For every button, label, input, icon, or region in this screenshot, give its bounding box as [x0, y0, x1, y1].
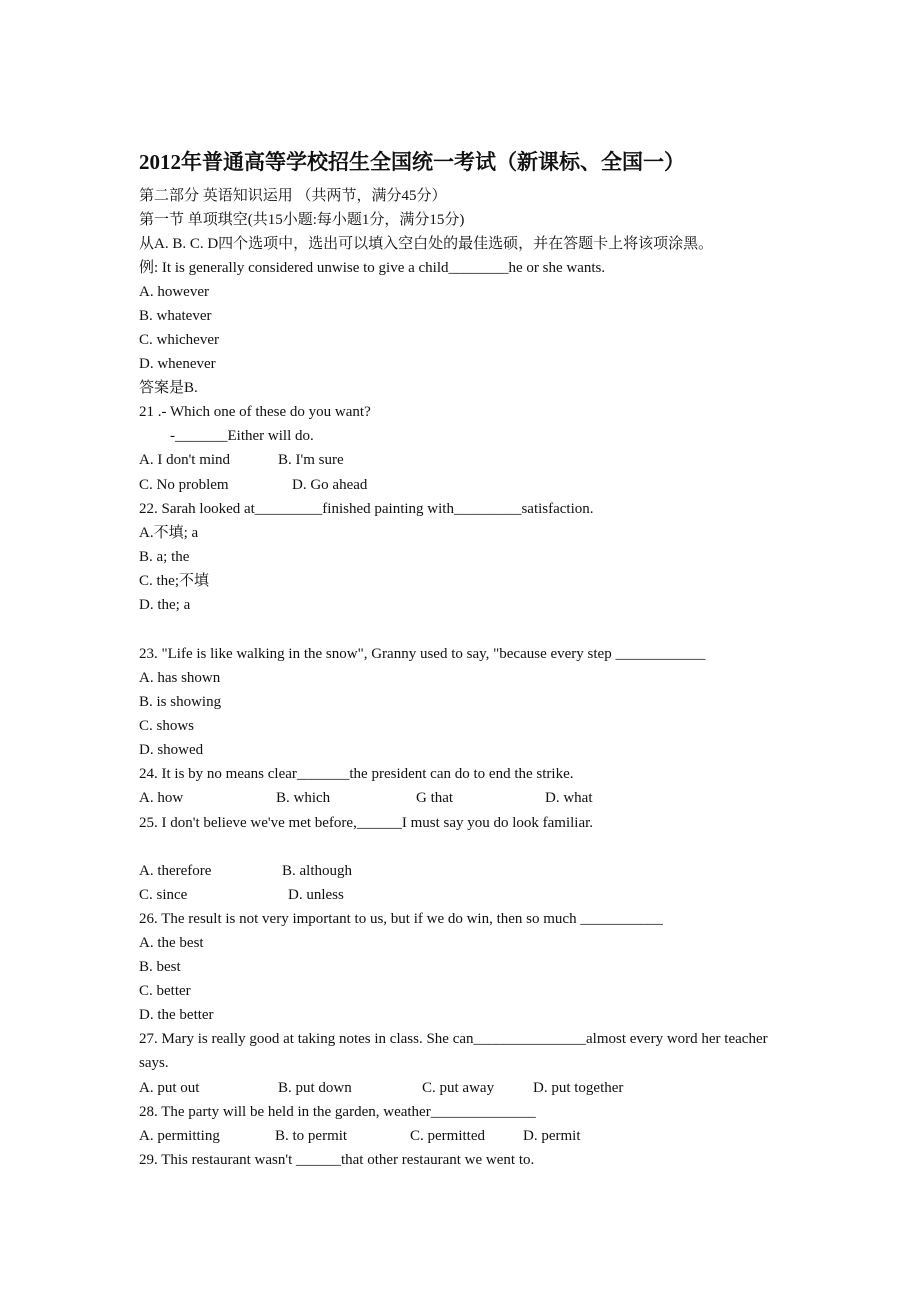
q24-stem: 24. It is by no means clear_______the president can do to end the strike.	[139, 766, 574, 782]
q23-option-a: A. has shown	[139, 670, 221, 686]
example-answer: 答案是B.	[139, 380, 198, 396]
q24-option-c: G that	[416, 790, 454, 806]
part-heading: 第二部分 英语知识运用 （共两节，满分45分）	[139, 188, 447, 204]
exam-title: 2012年普通高等学校招生全国统一考试（新课标、全国一）	[139, 150, 685, 174]
q26-option-a: A. the best	[139, 935, 204, 951]
q28-option-d: D. permit	[523, 1128, 581, 1144]
q26-option-d: D. the better	[139, 1007, 214, 1023]
q28-option-b: B. to permit	[275, 1128, 348, 1144]
q26-option-c: C. better	[139, 983, 191, 999]
q25-option-c: C. since	[139, 887, 188, 903]
q21-option-d: D. Go ahead	[292, 477, 368, 493]
q22-option-c: C. the;不填	[139, 573, 209, 589]
q22-option-d: D. the; a	[139, 597, 191, 613]
q29-stem: 29. This restaurant wasn't ______that other restaurant we went to.	[139, 1152, 535, 1168]
q22-option-a: A.不填; a	[139, 525, 199, 541]
section-heading: 第一节 单项琪空(共15小题:每小题1分，满分15分)	[139, 212, 465, 228]
example-option-c: C. whichever	[139, 332, 219, 348]
q27-option-b: B. put down	[278, 1080, 352, 1096]
q26-stem: 26. The result is not very important to us, but if we do win, then so much ___________	[139, 911, 663, 927]
q23-stem: 23. "Life is like walking in the snow", Granny used to say, "because every step ____________	[139, 646, 706, 662]
example-option-a: A. however	[139, 284, 209, 300]
q21-stem: 21 .- Which one of these do you want?	[139, 404, 371, 420]
example-option-d: D. whenever	[139, 356, 216, 372]
q22-option-b: B. a; the	[139, 549, 190, 565]
instructions: 从A. B. C. D四个选项中，选出可以填入空白处的最佳选硕，并在答题卡上将该项涂黑。	[139, 236, 714, 252]
q27-stem: 27. Mary is really good at taking notes in class. She can_______________almost every word her teacher says.	[139, 1031, 768, 1071]
q25-option-b: B. although	[282, 863, 352, 879]
q28-stem: 28. The party will be held in the garden, weather______________	[139, 1104, 536, 1120]
q24-option-d: D. what	[545, 790, 593, 806]
q23-option-b: B. is showing	[139, 694, 222, 710]
q26-option-b: B. best	[139, 959, 181, 975]
q21-option-a: A. I don't mind	[139, 452, 231, 468]
q25-option-d: D. unless	[288, 887, 344, 903]
q24-option-b: B. which	[276, 790, 331, 806]
example-option-b: B. whatever	[139, 308, 212, 324]
q27-option-d: D. put together	[533, 1080, 624, 1096]
q21-stem-reply: -_______Either will do.	[170, 428, 314, 444]
q28-option-a: A. permitting	[139, 1128, 220, 1144]
q22-stem: 22. Sarah looked at_________finished painting with_________satisfaction.	[139, 501, 594, 517]
q23-option-d: D. showed	[139, 742, 204, 758]
q28-option-c: C. permitted	[410, 1128, 485, 1144]
example-stem: 例: It is generally considered unwise to give a child________he or she wants.	[139, 260, 606, 276]
q25-stem: 25. I don't believe we've met before,______I must say you do look familiar.	[139, 815, 594, 831]
q23-option-c: C. shows	[139, 718, 195, 734]
q24-option-a: A. how	[139, 790, 184, 806]
q27-option-c: C. put away	[422, 1080, 495, 1096]
q27-option-a: A. put out	[139, 1080, 200, 1096]
q21-option-b: B. I'm sure	[278, 452, 344, 468]
q21-option-c: C. No problem	[139, 477, 229, 493]
q25-option-a: A. therefore	[139, 863, 212, 879]
